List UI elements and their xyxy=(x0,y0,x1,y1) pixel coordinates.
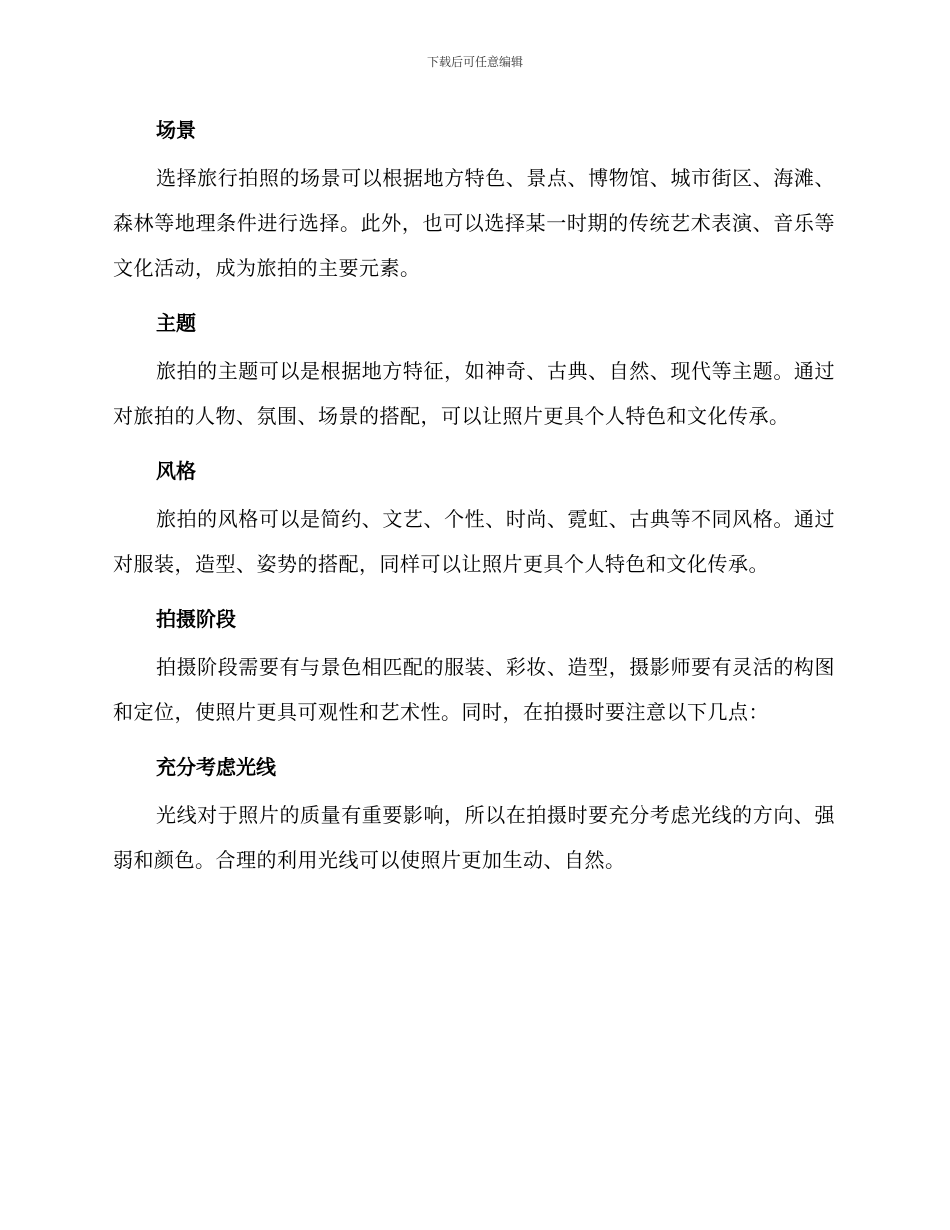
section-paragraph: 选择旅行拍照的场景可以根据地方特色、景点、博物馆、城市街区、海滩、森林等地理条件进行选择。此外，也可以选择某一时期的传统艺术表演、音乐等文化活动，成为旅拍的主要元素。 xyxy=(113,166,835,280)
section-paragraph: 旅拍的风格可以是简约、文艺、个性、时尚、霓虹、古典等不同风格。通过对服装，造型、姿势的搭配，同样可以让照片更具个人特色和文化传承。 xyxy=(113,507,835,576)
header-note: 下载后可任意编辑 xyxy=(426,55,523,69)
section-shooting-stage xyxy=(113,601,835,735)
document-body xyxy=(113,112,835,897)
section-paragraph: 旅拍的主题可以是根据地方特征，如神奇、古典、自然、现代等主题。通过对旅拍的人物、氛围、场景的搭配，可以让照片更具个人特色和文化传承。 xyxy=(113,359,835,428)
section-heading: 场景 xyxy=(156,118,196,142)
section-paragraph: 光线对于照片的质量有重要影响，所以在拍摄时要充分考虑光线的方向、强弱和颜色。合理的利用光线可以使照片更加生动、自然。 xyxy=(113,803,835,872)
section-heading: 风格 xyxy=(156,459,196,483)
section-lighting xyxy=(113,749,835,883)
section-heading: 充分考虑光线 xyxy=(156,755,276,779)
section-style xyxy=(113,453,835,587)
section-heading: 主题 xyxy=(156,311,196,335)
section-paragraph: 拍摄阶段需要有与景色相匹配的服装、彩妆、造型，摄影师要有灵活的构图和定位，使照片更具可观性和艺术性。同时，在拍摄时要注意以下几点： xyxy=(113,655,835,724)
section-heading: 拍摄阶段 xyxy=(156,607,236,631)
section-theme xyxy=(113,305,835,439)
section-scene xyxy=(113,112,835,291)
